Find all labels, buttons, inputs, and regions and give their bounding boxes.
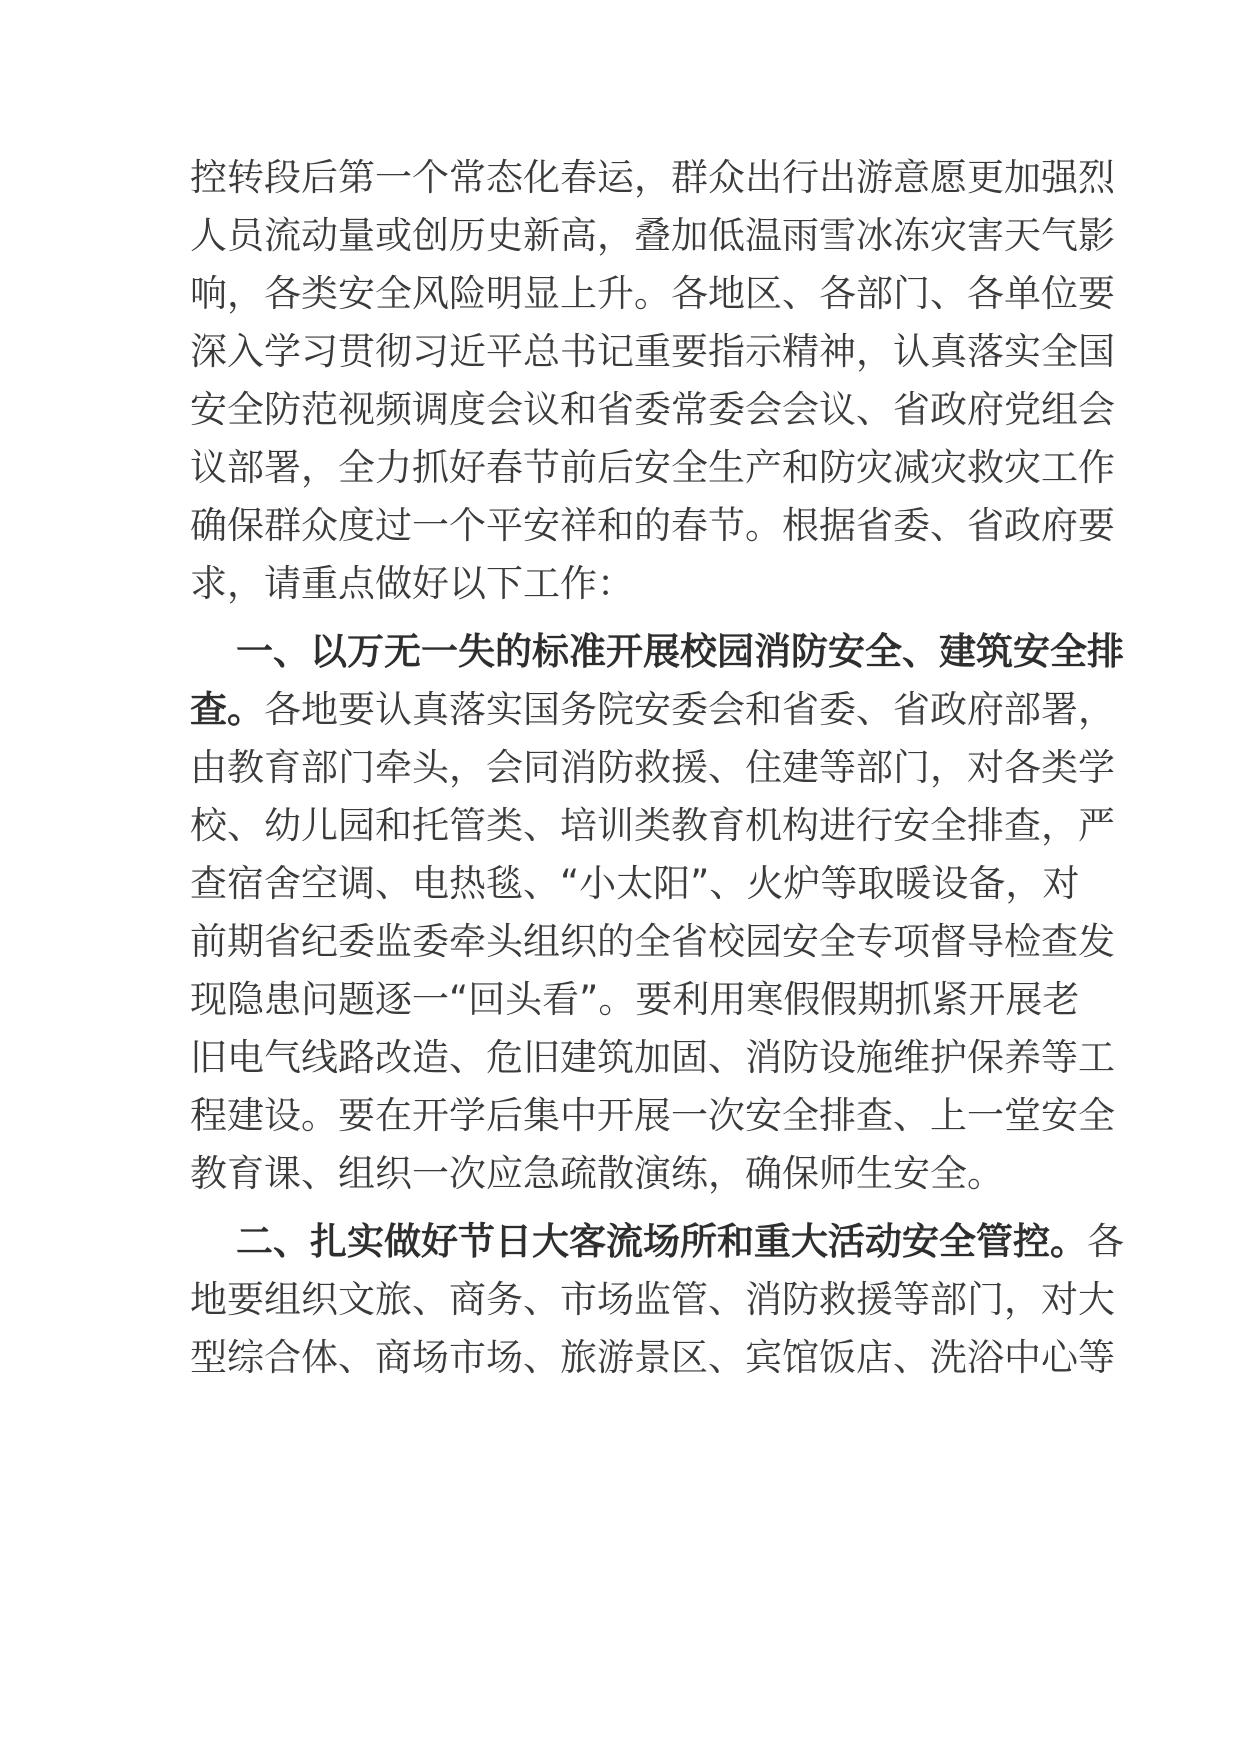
paragraph-line: 议部署，全力抓好春节前后安全生产和防灾减灾救灾工作 <box>190 446 1115 489</box>
paragraph-line: 响，各类安全风险明显上升。各地区、各部门、各单位要 <box>190 272 1115 315</box>
paragraph-text: 各地要认真落实国务院安委会和省委、省政府部署， <box>264 688 1115 731</box>
paragraph-line: 由教育部门牵头，会同消防救援、住建等部门，对各类学 <box>190 746 1115 789</box>
paragraph-line: 查宿舍空调、电热毯、“小太阳”、火炉等取暖设备，对 <box>190 862 1080 905</box>
paragraph-line <box>236 1210 1124 1274</box>
paragraph-line: 教育课、组织一次应急疏散演练，确保师生安全。 <box>190 1152 1004 1195</box>
section-heading: 一、以万无一失的标准开展校园消防安全、建筑安全排 <box>236 630 1124 673</box>
paragraph-line: 控转段后第一个常态化春运，群众出行出游意愿更加强烈 <box>190 156 1115 199</box>
paragraph-line: 安全防范视频调度会议和省委常委会会议、省政府党组会 <box>190 388 1115 431</box>
paragraph-line: 旧电气线路改造、危旧建筑加固、消防设施维护保养等工 <box>190 1036 1115 1079</box>
paragraph-line: 地要组织文旅、商务、市场监管、消防救援等部门，对大 <box>190 1278 1115 1321</box>
paragraph-line: 前期省纪委监委牵头组织的全省校园安全专项督导检查发 <box>190 920 1115 963</box>
paragraph-line: 型综合体、商场市场、旅游景区、宾馆饭店、洗浴中心等 <box>190 1336 1115 1379</box>
paragraph-line: 程建设。要在开学后集中开展一次安全排查、上一堂安全 <box>190 1094 1115 1137</box>
section-heading-end: 查。 <box>190 688 264 731</box>
paragraph-line: 确保群众度过一个平安祥和的春节。根据省委、省政府要 <box>190 504 1115 547</box>
paragraph-text: 各 <box>1087 1220 1124 1263</box>
paragraph-line: 校、幼儿园和托管类、培训类教育机构进行安全排查，严 <box>190 804 1115 847</box>
paragraph-line: 人员流动量或创历史新高，叠加低温雨雪冰冻灾害天气影 <box>190 214 1115 257</box>
paragraph-line: 求，请重点做好以下工作： <box>190 562 634 605</box>
paragraph-line: 深入学习贯彻习近平总书记重要指示精神，认真落实全国 <box>190 330 1115 373</box>
section-heading: 二、扎实做好节日大客流场所和重大活动安全管控。 <box>236 1220 1087 1263</box>
paragraph-line: 现隐患问题逐一“回头看”。要利用寒假假期抓紧开展老 <box>190 978 1080 1021</box>
paragraph-line <box>190 678 1115 742</box>
